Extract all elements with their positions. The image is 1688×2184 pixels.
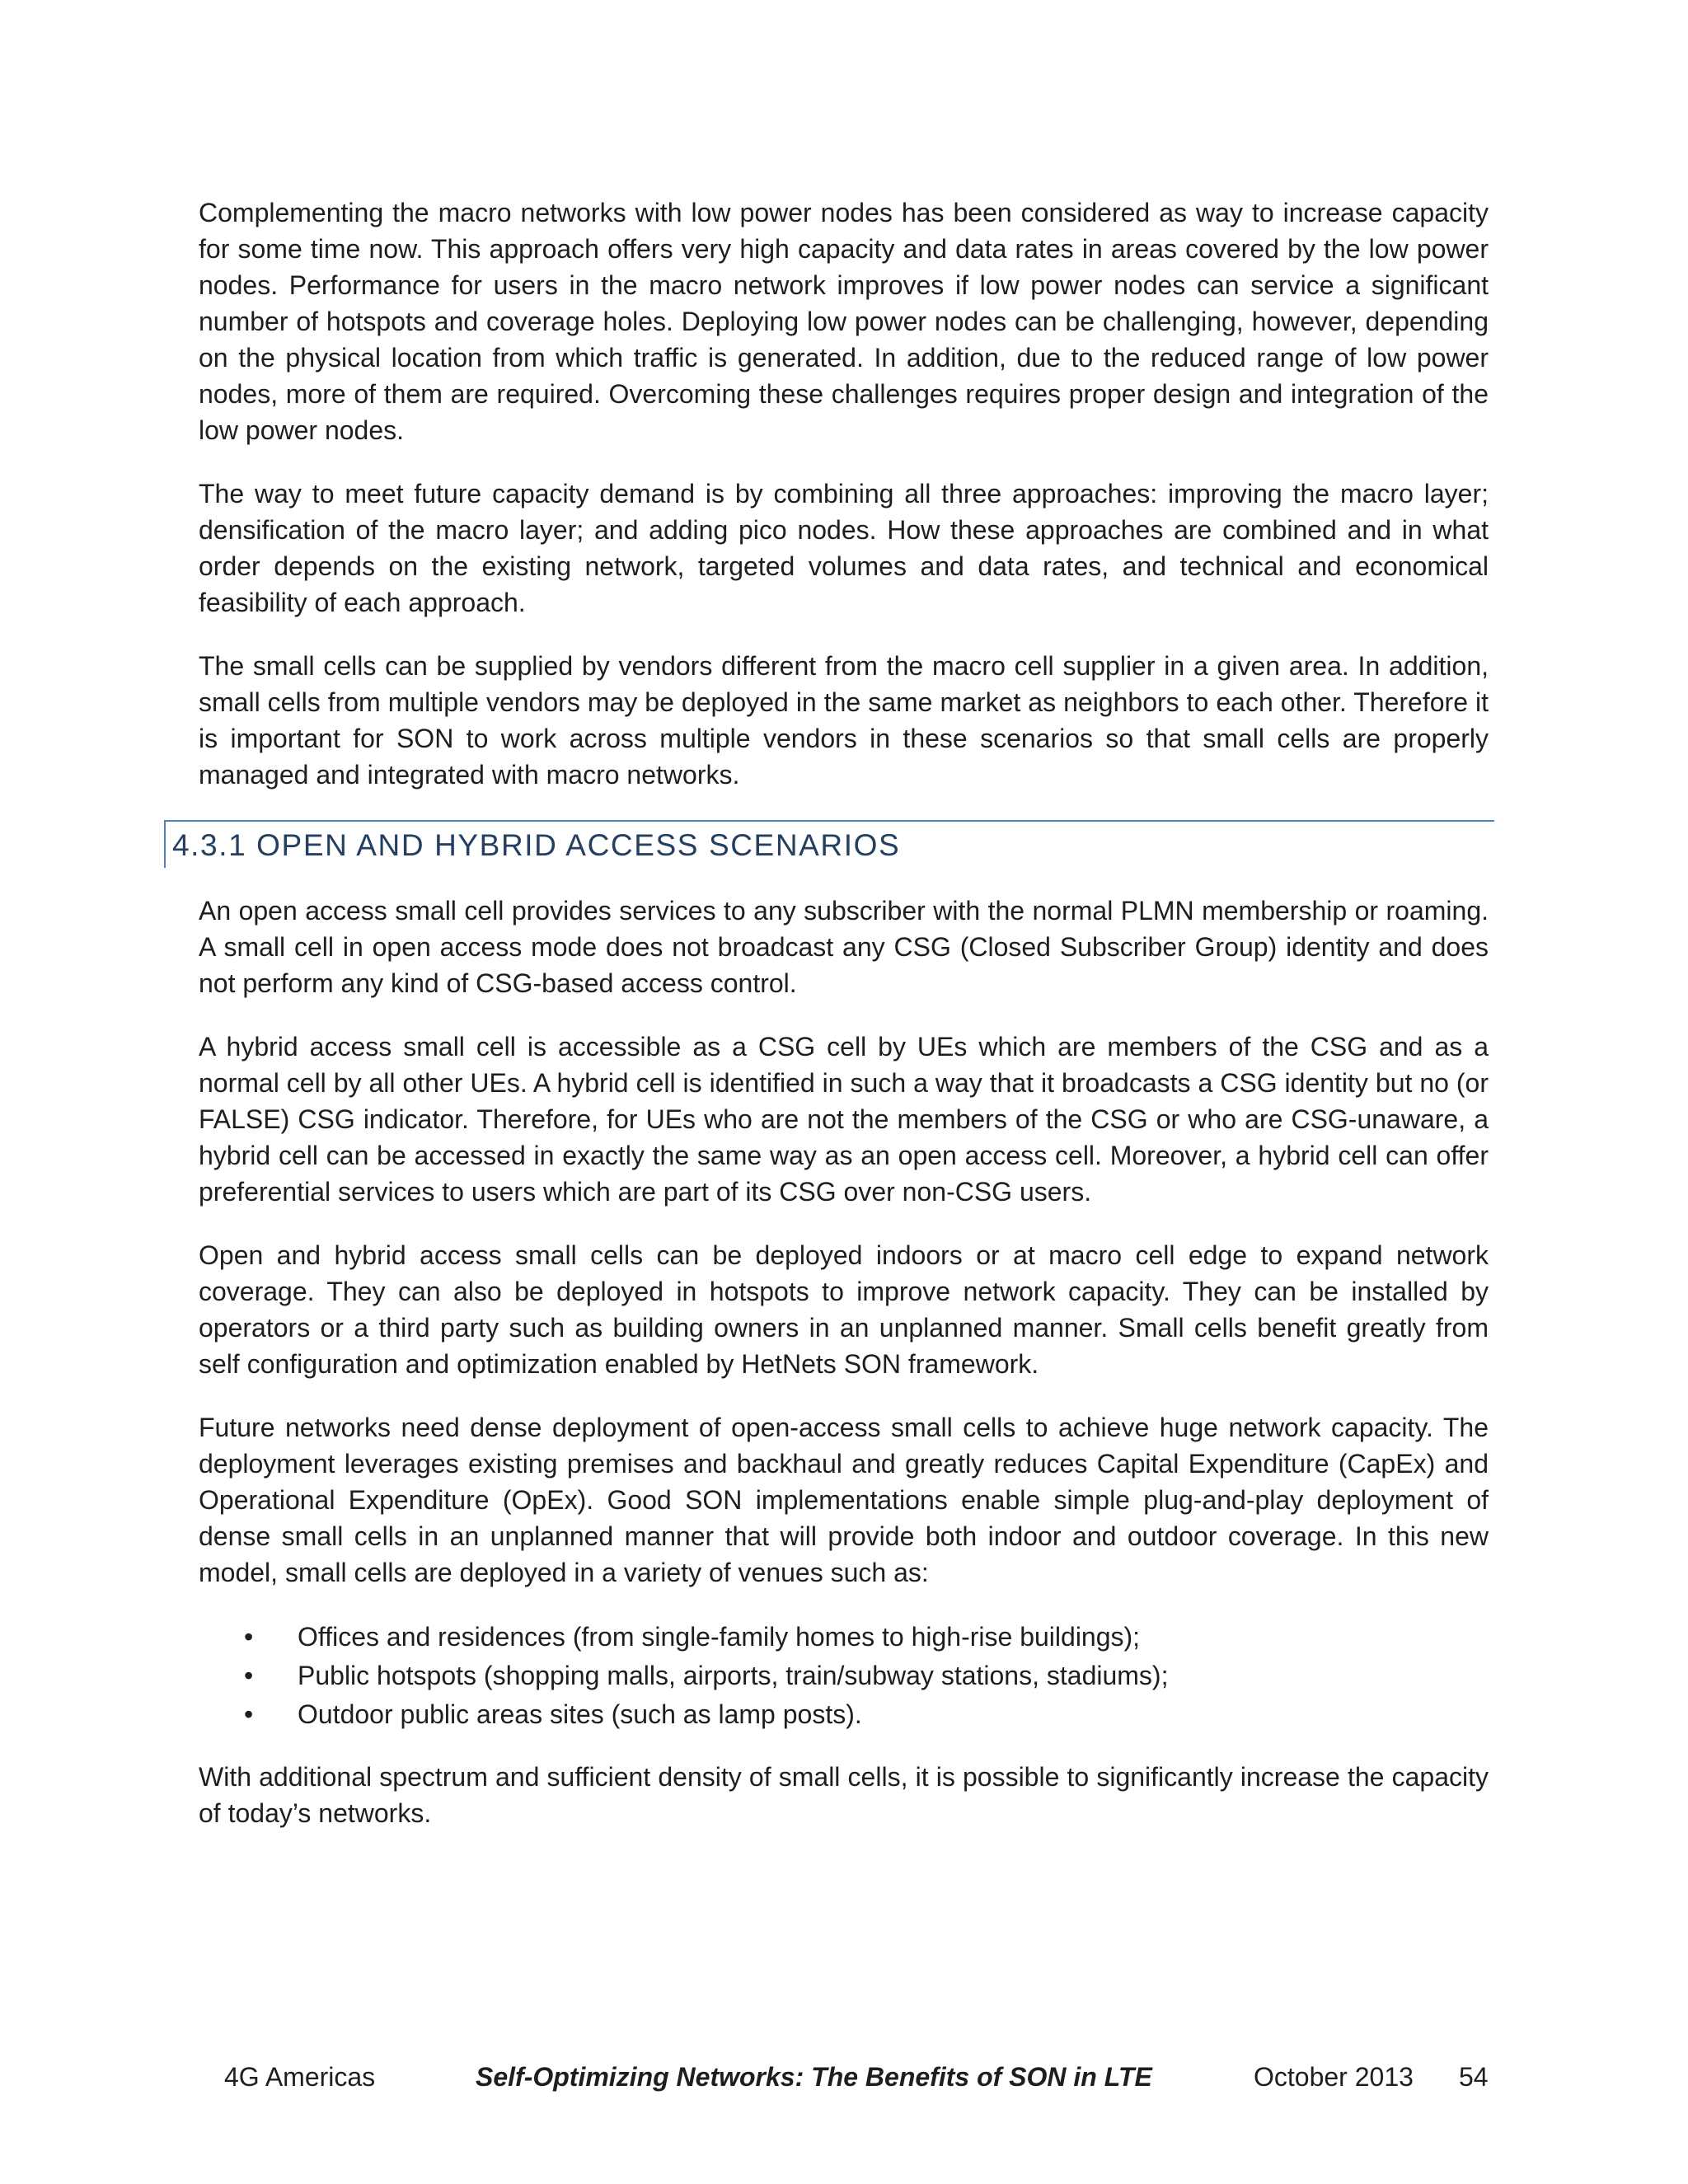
bullet-icon: •	[244, 1699, 254, 1729]
list-item	[199, 1695, 1489, 1734]
list-item-text: Outdoor public areas sites (such as lamp posts).	[298, 1699, 862, 1729]
page-footer	[0, 2059, 1688, 2095]
bullet-icon: •	[244, 1622, 254, 1652]
paragraph-low-power-nodes: Complementing the macro networks with low power nodes has been considered as way to increase capacity for some time now. This approach offers very high capacity and data rates in areas covered by the low power nodes. Performance for users in the macro network improves if low power nodes can service a significant number of hotspots and coverage holes. Deploying low power nodes can be challenging, however, depending on the physical location from which traffic is generated. In addition, due to the reduced range of low power nodes, more of them are required. Overcoming these challenges requires proper design and integration of the low power nodes.	[199, 198, 1489, 445]
footer-date: October 2013	[1254, 2062, 1414, 2092]
paragraph-closing: With additional spectrum and sufficient density of small cells, it is possible to significantly increase the capacity of today’s networks.	[199, 1762, 1489, 1828]
page-number: 54	[1459, 2062, 1489, 2092]
paragraph-capacity-demand: The way to meet future capacity demand is by combining all three approaches: improving the macro layer; densification of the macro layer; and adding pico nodes. How these approaches are combined and in what order depends on the existing network, targeted volumes and data rates, and technical and economical feasibility of each approach.	[199, 479, 1489, 617]
venue-list	[199, 1618, 1489, 1734]
section-heading: 4.3.1 OPEN AND HYBRID ACCESS SCENARIOS	[172, 828, 901, 862]
list-item	[199, 1657, 1489, 1695]
paragraph-future-networks: Future networks need dense deployment of open-access small cells to achieve huge network capacity. The deployment leverages existing premises and backhaul and greatly reduces Capital Expenditure (CapEx) and Operational Expenditure (OpEx). Good SON implementations enable simple plug-and-play deployment of dense small cells in an unplanned manner that will provide both indoor and outdoor coverage. In this new model, small cells are deployed in a variety of venues such as:	[199, 1413, 1489, 1587]
page-content	[172, 194, 1489, 1858]
bullet-icon: •	[244, 1661, 254, 1690]
paragraph-deployment: Open and hybrid access small cells can be deployed indoors or at macro cell edge to expand network coverage. They can also be deployed in hotspots to improve network capacity. They can be installed by operators or a third party such as building owners in an unplanned manner. Small cells benefit greatly from self configuration and optimization enabled by HetNets SON framework.	[199, 1240, 1489, 1379]
section-heading-rule	[164, 820, 1494, 868]
list-item-text: Offices and residences (from single-family homes to high-rise buildings);	[298, 1622, 1141, 1652]
paragraph-multi-vendor: The small cells can be supplied by vendors different from the macro cell supplier in a given area. In addition, small cells from multiple vendors may be deployed in the same market as neighbors to each other. Therefore it is important for SON to work across multiple vendors in these scenarios so that small cells are properly managed and integrated with macro networks.	[199, 651, 1489, 790]
list-item	[199, 1618, 1489, 1657]
footer-organization: 4G Americas	[224, 2062, 376, 2092]
footer-document-title: Self-Optimizing Networks: The Benefits of SON in LTE	[476, 2062, 1152, 2092]
paragraph-open-access: An open access small cell provides services to any subscriber with the normal PLMN membership or roaming. A small cell in open access mode does not broadcast any CSG (Closed Subscriber Group) identity and does not perform any kind of CSG-based access control.	[199, 896, 1489, 998]
list-item-text: Public hotspots (shopping malls, airports, train/subway stations, stadiums);	[298, 1661, 1169, 1690]
paragraph-hybrid-access: A hybrid access small cell is accessible as a CSG cell by UEs which are members of the CSG and as a normal cell by all other UEs. A hybrid cell is identified in such a way that it broadcasts a CSG identity but no (or FALSE) CSG indicator. Therefore, for UEs who are not the members of the CSG or who are CSG-unaware, a hybrid cell can be accessed in exactly the same way as an open access cell. Moreover, a hybrid cell can offer preferential services to users which are part of its CSG over non-CSG users.	[199, 1032, 1489, 1207]
